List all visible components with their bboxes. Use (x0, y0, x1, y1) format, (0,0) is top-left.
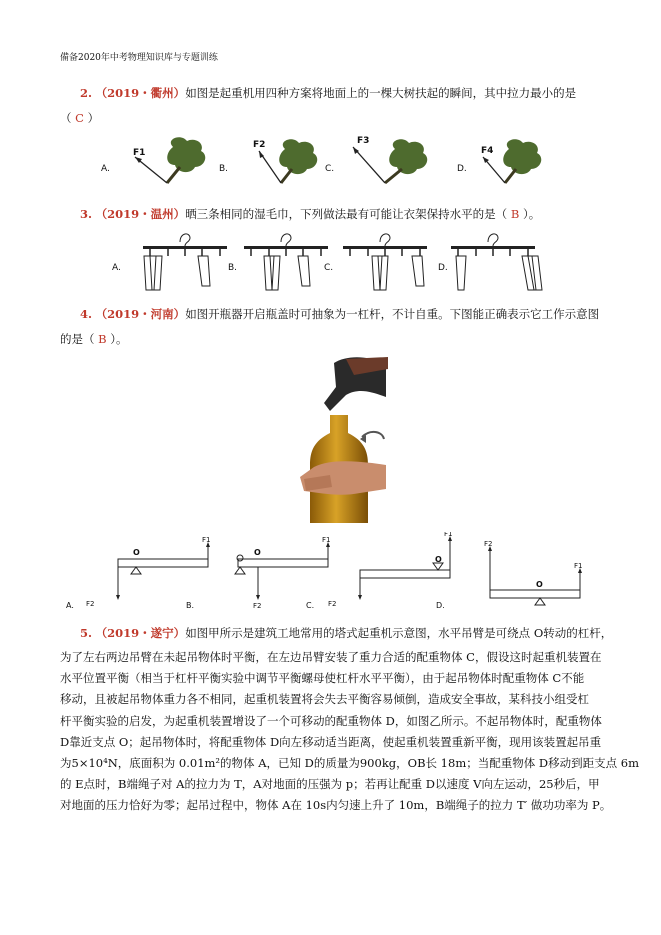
svg-text:F1: F1 (574, 562, 583, 570)
option-label: A. (101, 164, 110, 174)
paragraph-line: 为了左右两边吊臂在未起吊物体时平衡，在左边吊臂安装了重力合适的配重物体 C，假设这时起重机装置在 (60, 650, 602, 664)
svg-text:A.: A. (66, 601, 74, 610)
fulcrum-icon (235, 567, 245, 574)
option-label: B. (219, 164, 229, 174)
question-text: 如图开瓶器开启瓶盖时可抽象为一杠杆，不计自重。下图能正确表示它工作示意图 (185, 307, 600, 321)
tree-icon (167, 137, 205, 172)
option-a-figure (101, 137, 205, 183)
tree-icon (389, 139, 427, 174)
page-header: 備备2020年中考物理知识库与专题训练 (60, 53, 218, 63)
paragraph-line: 水平位置平衡（相当于杠杆平衡实验中调节平衡螺母使杠杆水平平衡），由于起吊物体时配重物体 C不能 (60, 671, 585, 686)
question-number: 2. (80, 86, 93, 100)
svg-text:F2: F2 (328, 600, 337, 608)
question-5-body (60, 647, 639, 817)
question-source: （2019・衢州） (95, 86, 186, 100)
svg-text:O: O (254, 548, 261, 557)
option-d-lever (436, 540, 582, 610)
question-source: （2019・河南） (95, 307, 186, 321)
question-text: 晒三条相同的湿毛巾，下列做法最有可能让衣架保持水平的是（ (185, 207, 508, 221)
svg-text:C.: C. (324, 263, 334, 273)
question-4-stem (80, 307, 599, 322)
question-3-figures (110, 228, 560, 300)
option-a-lever (66, 536, 210, 610)
option-label: C. (325, 164, 335, 174)
hook-icon (281, 234, 291, 246)
svg-text:F4: F4 (481, 146, 494, 156)
option-b-hanger (228, 234, 328, 290)
question-2-stem (80, 86, 576, 101)
question-source: （2019・温州） (95, 207, 186, 221)
hook-icon (180, 234, 190, 246)
paragraph-line: D靠近支点 O；起吊物体时，将配重物体 D向左移动适当距离，使起重机装置重新平衡，现用该装置起吊重 (60, 734, 602, 749)
svg-text:F1: F1 (202, 536, 211, 544)
svg-text:F2: F2 (253, 140, 266, 150)
svg-text:F2: F2 (253, 602, 262, 610)
tree-icon (503, 139, 541, 174)
svg-text:C.: C. (306, 601, 315, 610)
svg-text:F1: F1 (444, 532, 453, 538)
fulcrum-icon (535, 598, 545, 605)
answer-letter: B (510, 207, 520, 221)
question-source: （2019・遂宁） (95, 626, 186, 640)
fulcrum-icon (131, 567, 141, 574)
svg-text:B.: B. (228, 263, 238, 273)
svg-text:O: O (536, 580, 543, 589)
question-number: 4. (80, 307, 93, 321)
svg-text:A.: A. (112, 263, 121, 273)
paragraph-line: 杆平衡实验的启发，为起重机装置增设了一个可移动的配重物体 D，如图乙所示。不起吊物体时，配重物体 (60, 713, 602, 728)
svg-text:B.: B. (186, 601, 195, 610)
question-4-lever-diagrams (60, 532, 620, 617)
option-c-hanger (324, 234, 427, 290)
question-3-stem: 3. （2019・温州）晒三条相同的湿毛巾，下列做法最有可能让衣架保持水平的是（ B ）。 (80, 207, 541, 221)
hook-icon (488, 234, 498, 246)
svg-text:F2: F2 (484, 540, 493, 548)
option-d-figure (457, 139, 541, 183)
option-d-hanger (438, 234, 542, 290)
question-2-answer: （ C ） (60, 111, 100, 125)
question-2-figures (95, 135, 555, 190)
answer-letter: B (98, 332, 107, 346)
svg-text:O: O (435, 555, 442, 564)
svg-text:F1: F1 (322, 536, 331, 544)
svg-text:O: O (133, 548, 140, 557)
option-c-figure (325, 136, 427, 183)
paragraph-line: 对地面的压力恰好为零；起吊过程中，物体 A在 10s内匀速上升了 10m，B端绳子的拉力 T′ 做功功率为 P。 (60, 798, 612, 813)
svg-text:F2: F2 (86, 600, 95, 608)
answer-letter: C (75, 111, 84, 125)
question-number: 5. (80, 626, 93, 640)
question-5-stem (80, 626, 612, 641)
hook-icon (380, 234, 390, 246)
question-number: 3. (80, 207, 93, 221)
question-4-answer: 的是（ B ）。 (60, 332, 128, 346)
svg-text:D.: D. (436, 601, 445, 610)
tree-icon (279, 139, 317, 174)
question-text: 如图是起重机用四种方案将地面上的一棵大树扶起的瞬间，其中拉力最小的是 (185, 86, 577, 100)
paragraph-line: 为5×10⁴N，底面积为 0.01m²的物体 A，已知 D的质量为900kg，OB长 18m；当配重物体 D移动到距支点 6m (60, 756, 639, 771)
bottle-opener-photo (290, 355, 390, 525)
svg-text:F1: F1 (133, 148, 146, 158)
option-a-hanger (112, 234, 227, 290)
question-text: 如图甲所示是建筑工地常用的塔式起重机示意图，水平吊臂是可绕点 O转动的杠杆， (185, 626, 613, 640)
option-b-figure (219, 139, 317, 183)
svg-text:D.: D. (438, 263, 448, 273)
fulcrum-icon (433, 563, 443, 570)
option-label: D. (457, 164, 467, 174)
paragraph-line: 的 E点时，B端绳子对 A的拉力为 T，A对地面的压强为 p；若再让配重 D以速度 V向左运动，25秒后，甲 (60, 777, 600, 792)
paragraph-line: 移动，且被起吊物体重力各不相同，起重机装置将会失去平衡容易倾倒，造成安全事故，某科技小组受杠 (60, 692, 589, 707)
svg-text:F3: F3 (357, 136, 370, 146)
